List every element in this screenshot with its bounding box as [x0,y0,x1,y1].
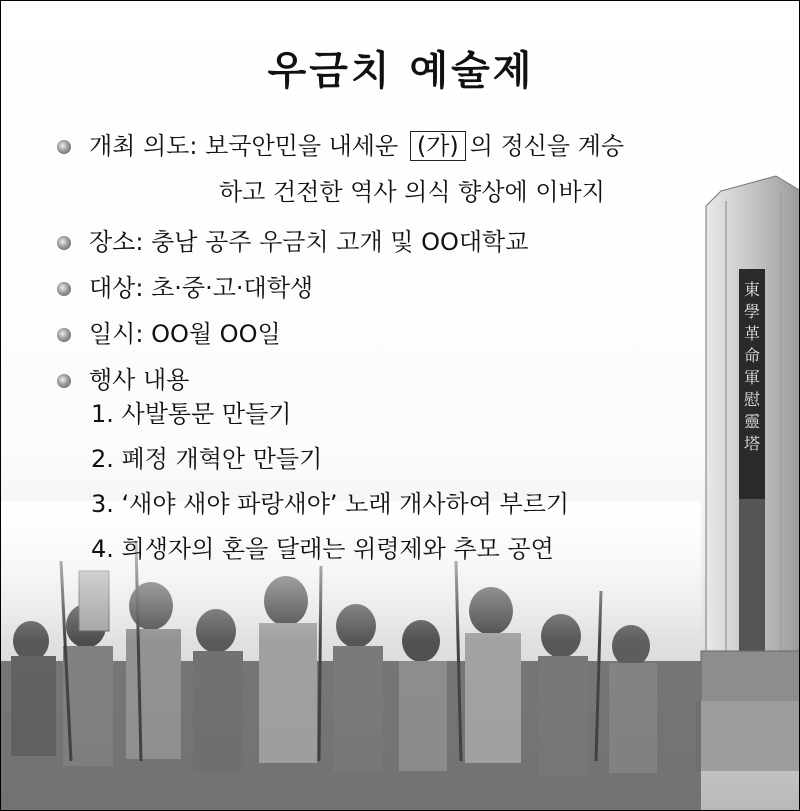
target-text: 대상: 초·중·고·대학생 [89,274,314,302]
purpose-label: 개최 의도: 보국안민을 내세운 [89,132,399,160]
monument-inscription: 東學革命軍慰靈塔 [743,280,760,453]
page-title: 우금치 예술제 [267,48,535,94]
event-item: 4. 희생자의 혼을 달래는 위령제와 추모 공연 [91,535,554,563]
event-item: 2. 폐정 개혁안 만들기 [91,445,323,473]
purpose-tail: 의 정신을 계승 [469,132,625,160]
bullet-icon [57,328,71,342]
blank-box: (가) [410,131,466,161]
purpose-continuation: 하고 건전한 역사 의식 향상에 이바지 [219,178,605,206]
bullet-icon [57,140,71,154]
place-text: 장소: 충남 공주 우금치 고개 및 OO대학교 [89,228,529,256]
bullet-icon [57,374,71,388]
event-item: 3. ‘새야 새야 파랑새야’ 노래 개사하여 부르기 [91,490,570,518]
date-text: 일시: OO월 OO일 [89,320,281,348]
bullet-icon [57,236,71,250]
event-item: 1. 사발통문 만들기 [91,400,292,428]
events-heading: 행사 내용 [89,366,190,394]
info-list [57,131,737,563]
monument [696,176,800,771]
bullet-icon [57,282,71,296]
list-item-purpose [57,131,737,206]
